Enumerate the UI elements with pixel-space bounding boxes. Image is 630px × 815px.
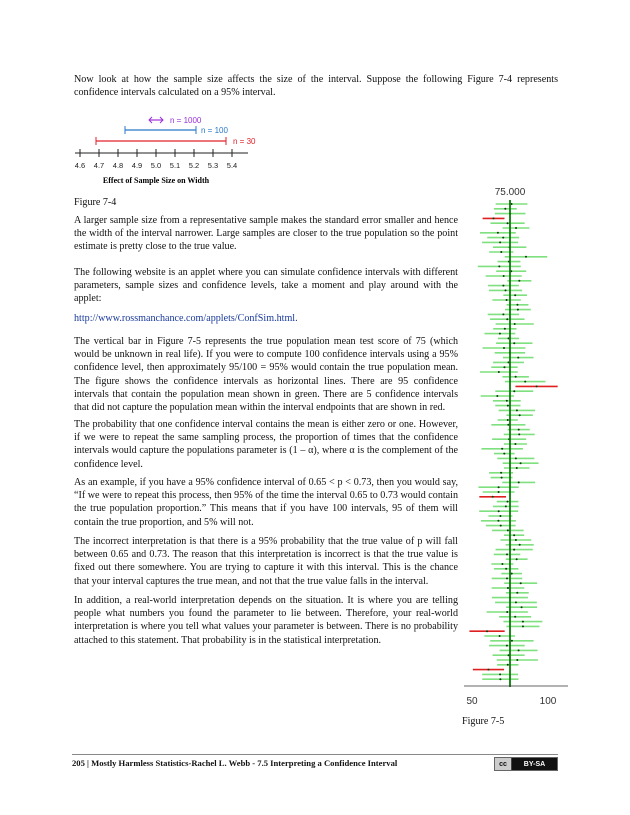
applet-link[interactable]: http://www.rossmanchance.com/applets/ConfSim.html. [74, 313, 298, 324]
ci-point-estimate [504, 208, 506, 210]
ci-point-estimate [507, 529, 509, 531]
ci-point-estimate [499, 673, 501, 675]
ci-point-estimate [503, 275, 505, 277]
ci-point-estimate [497, 520, 499, 522]
ci-point-estimate [498, 510, 500, 512]
figure-7-5-confidence-intervals [462, 182, 572, 712]
ci-point-estimate [522, 621, 524, 623]
ci-point-estimate [492, 496, 494, 498]
ci-point-estimate [515, 227, 517, 229]
ci-point-estimate [515, 601, 517, 603]
ci-point-estimate [505, 289, 507, 291]
ci-point-estimate [511, 573, 513, 575]
figure-7-5-caption: Figure 7-5 [462, 716, 505, 727]
vertical-bar-paragraph: The vertical bar in Figure 7-5 represents the true population mean test score of 75 (which would be unknown in real life). If you were to compute 100 confidence intervals using a 95% confidence level, then approximately 95/100 = 95% would contain the true population mean. The figure shows the confidence intervals as horizontal lines. There are 95 confidence intervals that contain the population mean shown in green. There are 5 confidence intervals that did not capture the population mean within the interval endpoints that are shown in red. [74, 336, 458, 414]
ci-point-estimate [499, 515, 501, 517]
tick-label: 4.8 [112, 161, 124, 170]
ci-point-estimate [511, 640, 513, 642]
ci-point-estimate [507, 222, 509, 224]
ci-point-estimate [507, 419, 509, 421]
ci-point-estimate [506, 577, 508, 579]
ci-point-estimate [506, 299, 508, 301]
ci-point-estimate [501, 448, 503, 450]
ci-point-estimate [498, 486, 500, 488]
incorrect-interpretation-paragraph: The incorrect interpretation is that there is a 95% probability that the true value of p will fall between 0.65 and 0.73. The reason that this interpretation is incorrect is that the true value is fixed out there somewhere. You are trying to capture it with this interval. This is the chance that your interval captures the true mean, and not that the true value falls in the interval. [74, 536, 458, 587]
tick-label: 5.4 [226, 161, 238, 170]
ci-point-estimate [506, 611, 508, 613]
ci-point-estimate [516, 592, 518, 594]
ci-point-estimate [499, 635, 501, 637]
ci-point-estimate [516, 467, 518, 469]
ci-point-estimate [500, 472, 502, 474]
ci-point-estimate [507, 405, 509, 407]
ci-point-estimate [522, 625, 524, 627]
ci-point-estimate [515, 376, 517, 378]
axis-max-label: 100 [539, 696, 557, 707]
cc-icon: cc [495, 758, 512, 770]
ci-point-estimate [487, 669, 489, 671]
ci-intervals [469, 203, 557, 680]
ci-point-estimate [503, 453, 505, 455]
ci-point-estimate [518, 481, 520, 483]
ci-point-estimate [536, 385, 538, 387]
ci-point-estimate [503, 366, 505, 368]
label-n100: n = 100 [201, 126, 228, 135]
ci-point-estimate [499, 241, 501, 243]
ci-point-estimate [493, 217, 495, 219]
ci-point-estimate [518, 280, 520, 282]
ci-point-estimate [513, 390, 515, 392]
figure-7-4-caption: Figure 7-4 [74, 197, 117, 208]
true-mean-label: 75.000 [494, 187, 526, 198]
ci-point-estimate [499, 678, 501, 680]
license-label: BY-SA [523, 760, 546, 768]
ci-point-estimate [518, 429, 520, 431]
ci-point-estimate [505, 568, 507, 570]
ci-point-estimate [496, 395, 498, 397]
ci-point-estimate [519, 544, 521, 546]
ci-point-estimate [503, 347, 505, 349]
ci-point-estimate [502, 237, 504, 239]
ci-point-estimate [502, 285, 504, 287]
page-footer: 205 | Mostly Harmless Statistics-Rachel L. Webb - 7.5 Interpreting a Confidence Interval [72, 758, 398, 768]
ci-point-estimate [515, 457, 517, 459]
ci-point-estimate [506, 645, 508, 647]
ci-point-estimate [506, 318, 508, 320]
ci-point-estimate [516, 659, 518, 661]
ci-point-estimate [518, 433, 520, 435]
ci-point-estimate [516, 304, 518, 306]
ci-point-estimate [505, 505, 507, 507]
ci-point-estimate [507, 587, 509, 589]
ci-point-estimate [521, 606, 523, 608]
ci-point-estimate [507, 424, 509, 426]
ci-point-estimate [506, 553, 508, 555]
ci-point-estimate [514, 616, 516, 618]
ci-point-estimate [507, 501, 509, 503]
ci-point-estimate [500, 525, 502, 527]
applet-paragraph: The following website is an applet where you can simulate confidence intervals with different parameters, sample sizes and confidence levels, take a moment and play around with the applet: [74, 267, 458, 305]
probability-paragraph: The probability that one confidence interval contains the mean is either zero or one. However, if we were to repeat the same sampling process, the proportion of times that the confidence intervals would capture the populations parameter is (1 – α), where α is the complement of the confidence level. [74, 419, 458, 470]
figure-7-4-title: Effect of Sample Size on Width [102, 176, 210, 185]
ci-point-estimate [501, 563, 503, 565]
label-n30: n = 30 [233, 137, 256, 146]
ci-point-estimate [514, 443, 516, 445]
footer-divider [72, 754, 558, 755]
figure-7-4-sample-size-chart [70, 109, 270, 189]
label-n1000: n = 1000 [170, 116, 202, 125]
ci-point-estimate [514, 323, 516, 325]
tick-label: 4.6 [74, 161, 86, 170]
ci-point-estimate [516, 558, 518, 560]
ci-point-estimate [518, 649, 520, 651]
tick-label: 5.3 [207, 161, 219, 170]
ci-point-estimate [516, 409, 518, 411]
ci-point-estimate [486, 630, 488, 632]
ci-point-estimate [500, 251, 502, 253]
ci-point-estimate [498, 371, 500, 373]
tick-label: 4.9 [131, 161, 143, 170]
ci-point-estimate [513, 534, 515, 536]
ci-point-estimate [515, 539, 517, 541]
ci-point-estimate [499, 333, 501, 335]
tick-label: 5.2 [188, 161, 200, 170]
ci-point-estimate [525, 256, 527, 258]
ci-point-estimate [507, 664, 509, 666]
ci-point-estimate [504, 328, 506, 330]
ci-point-estimate [498, 491, 500, 493]
axis-min-label: 50 [466, 696, 478, 707]
ci-point-estimate [517, 309, 519, 311]
ci-point-estimate [498, 265, 500, 267]
ci-point-estimate [519, 414, 521, 416]
tick-label: 5.0 [150, 161, 162, 170]
ci-point-estimate [501, 477, 503, 479]
ci-point-estimate [520, 582, 522, 584]
example-paragraph: As an example, if you have a 95% confidence interval of 0.65 < p < 0.73, then you would say, “If we were to repeat this process, then 95% of the time the interval 0.65 to 0.73 would contain the true population proportion.” This means that if you have 100 intervals, 95 of them will contain the true proportion, and 5% will not. [74, 477, 458, 528]
ci-point-estimate [497, 232, 499, 234]
ci-point-estimate [514, 294, 516, 296]
ci-point-estimate [506, 400, 508, 402]
ci-point-estimate [513, 342, 515, 344]
tick-label: 4.7 [93, 161, 105, 170]
ci-point-estimate [513, 549, 515, 551]
ci-point-estimate [517, 357, 519, 359]
ci-point-estimate [502, 313, 504, 315]
sample-size-paragraph: A larger sample size from a representative sample makes the standard error smaller and hence the width of the interval narrower. Large samples are closer to the true population so the point estimate is pretty close to the true value. [74, 215, 458, 253]
ci-point-estimate [520, 462, 522, 464]
tick-label: 5.1 [169, 161, 181, 170]
ci-point-estimate [524, 381, 526, 383]
intro-paragraph: Now look at how the sample size affects the size of the interval. Suppose the following Figure 7-4 represents confidence intervals calculated on a 95% interval. [74, 74, 558, 99]
license-badge[interactable] [494, 757, 558, 771]
real-world-paragraph: In addition, a real-world interpretation depends on the situation. It is where you are telling people what numbers you found the parameter to lie between. Therefore, your real-world interpretation is where you tell what values your parameter is between. There is no probability attached to this statement. That probability is in the statistical interpretation. [74, 595, 458, 646]
